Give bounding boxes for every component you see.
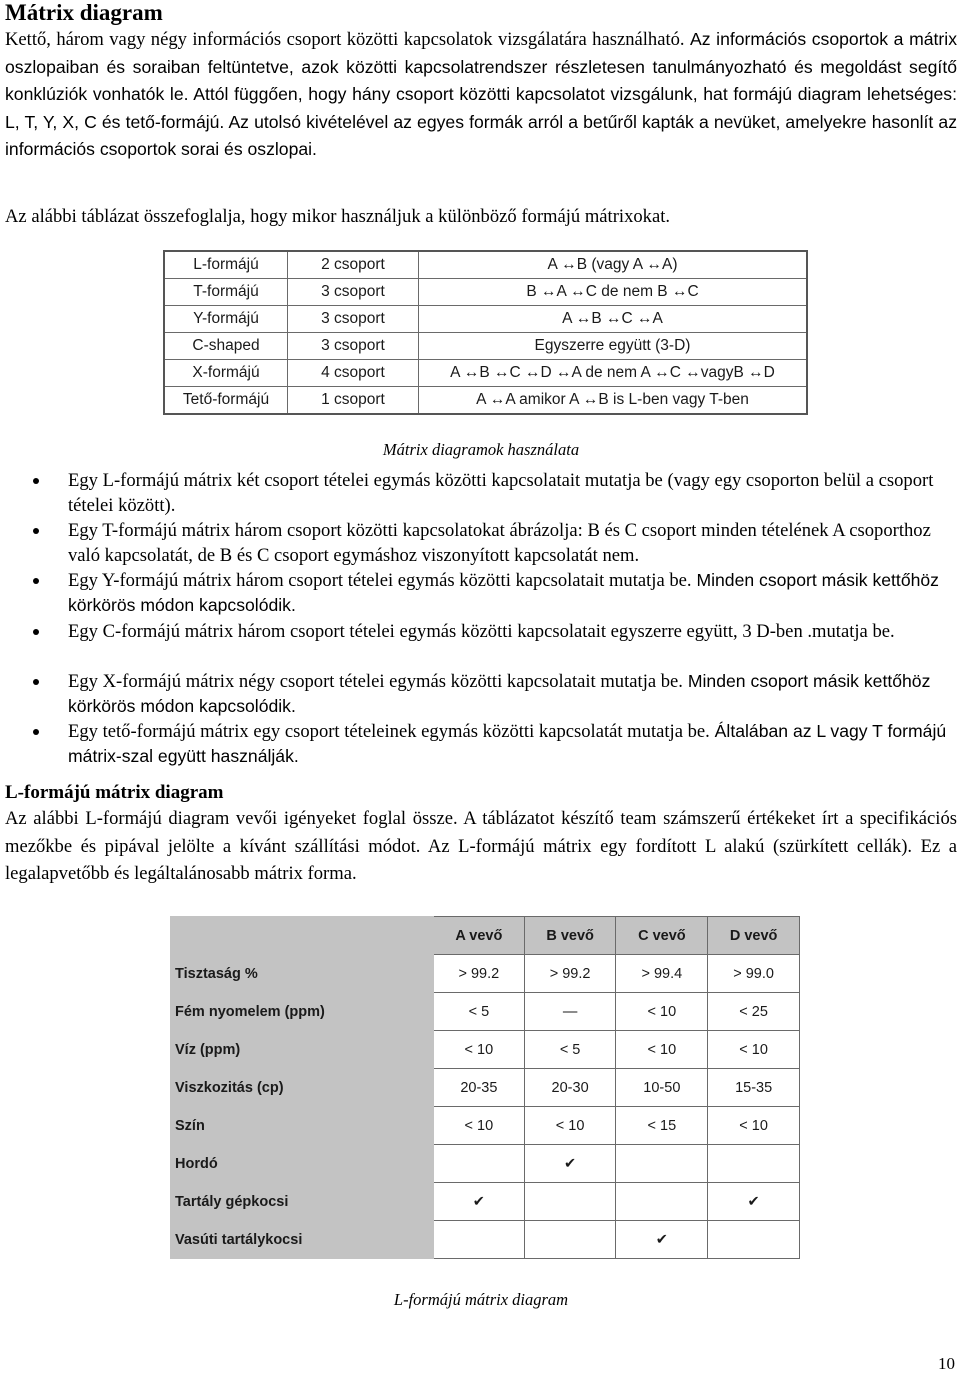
table-row	[171, 1145, 800, 1183]
matrix-shape-cell: L-formájú	[164, 251, 288, 279]
group-count-cell: 3 csoport	[288, 333, 419, 360]
matrix-types-table	[163, 250, 808, 415]
bullet-icon	[33, 578, 39, 584]
matrix-types-bullet-list	[5, 468, 957, 769]
table-row	[171, 1107, 800, 1145]
table-row	[164, 251, 807, 279]
matrix-cell: < 10	[434, 1031, 525, 1069]
matrix-shape-cell: X-formájú	[164, 360, 288, 387]
bullet-text-extra: Minden csoport másik kettőhöz körkörös módon kapcsolódik.	[68, 670, 931, 716]
list-item	[5, 719, 957, 769]
matrix-cell: ✔	[524, 1145, 616, 1183]
section-paragraph: Az alábbi L-formájú diagram vevői igényeket foglal össze. A táblázatot készítő team számszerű értékeket írt a specifikációs mezőkbe és pipával jelölte a kívánt szállítási módot. Az L-formájú mátrix egy fordított L alakú (szürkített cellák). Ez a legalapvetőbb és legáltalánosabb mátrix forma.	[5, 808, 957, 884]
row-header: Fém nyomelem (ppm)	[171, 993, 434, 1031]
matrix-cell: > 99.2	[434, 955, 525, 993]
matrix-cell	[434, 1145, 525, 1183]
relation-cell: A ↔B (vagy A ↔A)	[419, 251, 808, 279]
bullet-icon	[33, 629, 39, 635]
table-row	[164, 387, 807, 415]
matrix-cell: —	[524, 993, 616, 1031]
matrix-cell: 15-35	[708, 1069, 800, 1107]
page-title: Mátrix diagram	[5, 0, 163, 25]
intro-paragraph	[5, 26, 957, 164]
bullet-icon	[33, 528, 39, 534]
matrix-cell: 20-35	[434, 1069, 525, 1107]
bullet-text: Egy X-formájú mátrix négy csoport tételei egymás közötti kapcsolatait mutatja be.	[68, 670, 683, 692]
bullet-icon	[33, 729, 39, 735]
row-header: Vasúti tartálykocsi	[171, 1221, 434, 1259]
matrix-cell: < 10	[616, 993, 708, 1031]
table-row	[171, 955, 800, 993]
group-count-cell: 1 csoport	[288, 387, 419, 415]
matrix-shape-cell: T-formájú	[164, 279, 288, 306]
relation-cell: A ↔B ↔C ↔D ↔A de nem A ↔C ↔vagyB ↔D	[419, 360, 808, 387]
relation-cell: Egyszerre együtt (3-D)	[419, 333, 808, 360]
section-heading: L-formájú mátrix diagram	[5, 782, 224, 803]
table-row	[164, 279, 807, 306]
relation-cell: A ↔B ↔C ↔A	[419, 306, 808, 333]
column-header: B vevő	[524, 917, 616, 955]
matrix-cell: < 10	[708, 1107, 800, 1145]
intro-sentence-1: Kettő, három vagy négy információs csoport közötti kapcsolatok vizsgálatára használható.	[5, 29, 685, 50]
bullet-icon	[33, 679, 39, 685]
group-count-cell: 3 csoport	[288, 306, 419, 333]
bullet-text: Egy L-formájú mátrix két csoport tételei egymás közötti kapcsolatait mutatja be (vagy egy csoporton belül a csoport tételei között).	[68, 470, 934, 516]
matrix-cell: < 5	[524, 1031, 616, 1069]
list-item	[5, 518, 957, 568]
matrix-cell: > 99.0	[708, 955, 800, 993]
table-header-row	[171, 917, 800, 955]
matrix-cell: 10-50	[616, 1069, 708, 1107]
matrix-shape-cell: Y-formájú	[164, 306, 288, 333]
table-row	[164, 360, 807, 387]
matrix-cell: < 5	[434, 993, 525, 1031]
matrix-cell: ✔	[616, 1221, 708, 1259]
column-header: C vevő	[616, 917, 708, 955]
relation-cell: A ↔A amikor A ↔B is L-ben vagy T-ben	[419, 387, 808, 415]
matrix-cell: < 25	[708, 993, 800, 1031]
group-count-cell: 4 csoport	[288, 360, 419, 387]
bullet-text: Egy T-formájú mátrix három csoport közötti kapcsolatokat ábrázolja: B és C csoport minden tételének A csoporthoz való kapcsolatát, de B és C csoport egymáshoz viszonyított kapcsolatát nem.	[68, 520, 931, 567]
list-item	[5, 619, 957, 669]
matrix-shape-cell: Tető-formájú	[164, 387, 288, 415]
row-header: Hordó	[171, 1145, 434, 1183]
page-number: 10	[938, 1354, 955, 1373]
matrix-cell	[524, 1221, 616, 1259]
matrix-cell: ✔	[434, 1183, 525, 1221]
matrix-cell	[616, 1183, 708, 1221]
bullet-text-extra: Általában az L vagy T formájú mátrix-szal együtt használják.	[68, 720, 947, 766]
relation-cell: B ↔A ↔C de nem B ↔C	[419, 279, 808, 306]
matrix-cell: ✔	[708, 1183, 800, 1221]
matrix-cell	[524, 1183, 616, 1221]
matrix-cell: < 15	[616, 1107, 708, 1145]
matrix-cell	[708, 1145, 800, 1183]
row-header: Szín	[171, 1107, 434, 1145]
matrix-cell	[616, 1145, 708, 1183]
bullet-text: Egy Y-formájú mátrix három csoport tételei egymás közötti kapcsolatait mutatja be.	[68, 570, 692, 592]
matrix-cell: 20-30	[524, 1069, 616, 1107]
list-item	[5, 468, 957, 518]
bullet-text: Egy C-formájú mátrix három csoport tételei egymás közötti kapcsolatait egyszerre együtt, 3 D-ben .mutatja be.	[68, 620, 895, 642]
l-matrix-table	[170, 916, 800, 1259]
matrix-cell: > 99.2	[524, 955, 616, 993]
table-caption-1: Mátrix diagramok használata	[382, 440, 580, 459]
table-row	[164, 333, 807, 360]
table-row	[171, 1221, 800, 1259]
matrix-cell: < 10	[616, 1031, 708, 1069]
matrix-cell: < 10	[524, 1107, 616, 1145]
bullet-icon	[33, 478, 39, 484]
bullet-text: Egy tető-formájú mátrix egy csoport tételeinek egymás közötti kapcsolatát mutatja be.	[68, 720, 710, 742]
matrix-cell: < 10	[708, 1031, 800, 1069]
matrix-shape-cell: C-shaped	[164, 333, 288, 360]
group-count-cell: 2 csoport	[288, 251, 419, 279]
table-row	[171, 1031, 800, 1069]
list-item	[5, 669, 957, 719]
table-row	[164, 306, 807, 333]
row-header: Tisztaság %	[171, 955, 434, 993]
intro-sentence-2: Az információs csoportok a mátrix oszlopaiban és soraiban feltüntetve, azok közötti kapcsolatrendszer részletesen tanulmányozható és megoldást segítő konklúziók vonhatók le. Attól függően, hogy hány csoport közötti kapcsolatot vizsgálunk, hat formájú diagram lehetséges: L, T, Y, X, C és tető-formájú. Az utolsó kivételével az egyes formák arról a betűről kapták a nevüket, amelyekre hasonlít az információs csoportok sorai és oszlopai.	[5, 29, 957, 159]
column-header: A vevő	[434, 917, 525, 955]
matrix-cell: < 10	[434, 1107, 525, 1145]
matrix-cell	[708, 1221, 800, 1259]
corner-cell	[171, 917, 434, 955]
table-row	[171, 993, 800, 1031]
summary-sentence: Az alábbi táblázat összefoglalja, hogy mikor használjuk a különböző formájú mátrixokat.	[5, 206, 671, 227]
table-row	[171, 1069, 800, 1107]
row-header: Víz (ppm)	[171, 1031, 434, 1069]
matrix-cell	[434, 1221, 525, 1259]
group-count-cell: 3 csoport	[288, 279, 419, 306]
column-header: D vevő	[708, 917, 800, 955]
matrix-cell: > 99.4	[616, 955, 708, 993]
list-item	[5, 568, 957, 618]
row-header: Tartály gépkocsi	[171, 1183, 434, 1221]
table-row	[171, 1183, 800, 1221]
row-header: Viszkozitás (cp)	[171, 1069, 434, 1107]
table-caption-2: L-formájú mátrix diagram	[393, 1290, 569, 1309]
bullet-text-extra: Minden csoport másik kettőhöz körkörös módon kapcsolódik.	[68, 570, 939, 616]
